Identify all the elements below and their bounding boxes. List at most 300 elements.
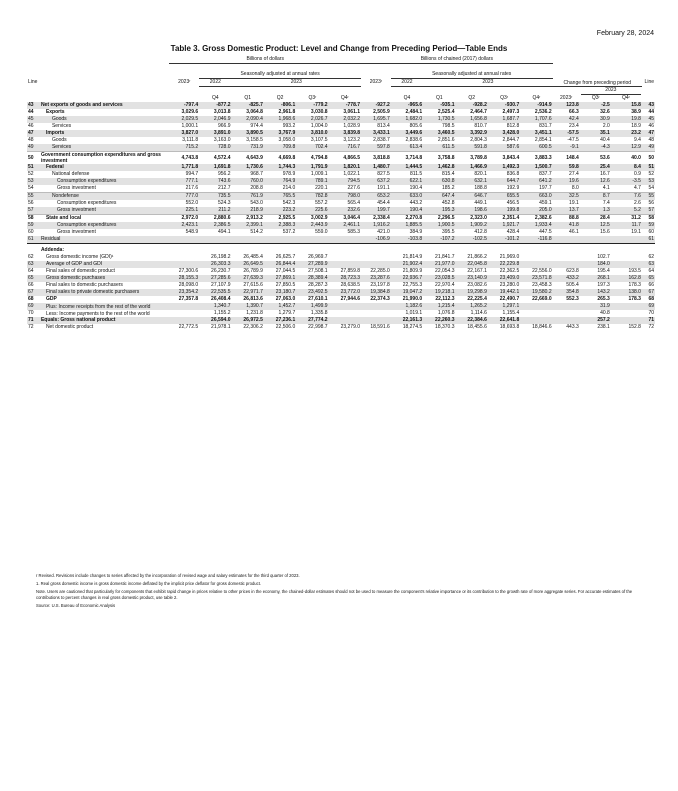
table-cell: 26,230.7 (211, 268, 231, 274)
table-cell: 178.3 (628, 282, 641, 288)
line-number-right: 69 (642, 303, 655, 310)
table-row (27, 164, 655, 171)
table-cell: 3,789.8 (470, 154, 487, 161)
table-cell: 227.6 (347, 185, 361, 191)
header-sa-current: Seasonally adjusted at annual rates (199, 64, 361, 79)
table-title: Table 3. Gross Domestic Product: Level and Change from Preceding Period—Table Ends (170, 44, 508, 53)
table-cell: 1,480.7 (361, 164, 391, 171)
table-row (27, 275, 655, 282)
table-cell: 2,323.0 (470, 215, 487, 221)
table-cell: -877.2 (199, 102, 231, 109)
table-cell: 23,571.8 (520, 275, 552, 282)
table-row (27, 185, 655, 193)
table-cell: 591.8 (456, 144, 488, 152)
table-cell: 2,464.7 (470, 109, 487, 115)
table-cell (264, 236, 296, 244)
table-cell: 27,289.9 (296, 261, 328, 268)
table-cell: 23,354.2 (169, 289, 199, 296)
line-number-right: 53 (642, 178, 655, 185)
table-cell: -930.7 (488, 102, 520, 109)
table-cell: 3,451.1 (520, 130, 552, 137)
table-cell (611, 254, 642, 261)
header-q3-chained: Q3ʳ (500, 95, 508, 101)
line-number: 50 (28, 154, 34, 161)
table-cell: 622.1 (391, 178, 423, 185)
table-cell: 2,880.6 (213, 215, 231, 221)
table-cell: 789.1 (296, 178, 328, 185)
table-cell: 190.4 (409, 185, 423, 191)
table-cell: 2,461.1 (329, 222, 361, 229)
table-cell: 765.5 (264, 193, 296, 201)
line-number: 51 (27, 164, 40, 171)
table-row (27, 215, 655, 223)
table-cell: 22,506.0 (275, 324, 296, 330)
table-cell: 514.2 (250, 229, 263, 235)
table-cell: 22,772.5 (178, 324, 199, 330)
table-cell: -116.8 (520, 236, 552, 244)
header-row-sa (27, 64, 655, 79)
table-cell: 40.4 (600, 137, 610, 143)
table-cell: 1,000.1 (181, 123, 199, 129)
table-cell (169, 303, 199, 310)
table-cell: 27,610.1 (308, 296, 328, 302)
row-label: State and local (45, 215, 82, 221)
table-cell: 3,810.0 (296, 130, 328, 137)
table-cell: 27,357.8 (178, 296, 199, 302)
table-cell: 456.5 (506, 200, 520, 206)
table-cell: 2,854.1 (534, 137, 552, 143)
table-cell: 22,285.0 (370, 268, 390, 274)
table-cell: 18,274.5 (402, 324, 423, 330)
table-cell: 2,090.4 (232, 116, 264, 123)
table-cell: 552.0 (185, 200, 199, 206)
table-cell: 443.2 (409, 200, 423, 206)
table-cell: 715.2 (169, 144, 199, 152)
table-cell: 26,625.7 (275, 254, 296, 260)
table-cell: 3,029.6 (181, 109, 199, 115)
table-cell: -778.7 (329, 102, 361, 109)
table-cell: 26,972.5 (232, 317, 264, 324)
table-cell: 449.1 (474, 200, 487, 206)
table-cell: -965.6 (391, 102, 423, 109)
table-cell: 23,082.6 (467, 282, 487, 288)
line-number-right: 43 (642, 102, 655, 109)
table-cell (580, 236, 611, 244)
table-cell (611, 236, 642, 244)
table-row (27, 254, 655, 261)
line-number: 45 (27, 116, 40, 123)
table-cell: 26,649.5 (232, 261, 264, 268)
line-number-right: 62 (648, 254, 654, 260)
table-cell: 22,998.7 (308, 324, 328, 330)
table-cell: 3,013.8 (213, 109, 231, 115)
table-row (27, 207, 655, 215)
table-cell: 28,287.3 (308, 282, 328, 288)
header-change-2023r: 2023ʳ (560, 95, 573, 101)
table-cell: 21,902.4 (391, 261, 423, 268)
header-billions: Billions of dollars (169, 56, 361, 64)
table-cell: 26,408.4 (211, 296, 231, 302)
table-cell: 764.9 (264, 178, 296, 185)
line-number: 59 (27, 222, 40, 229)
table-cell: 459.1 (539, 200, 552, 206)
table-cell: 1,004.0 (310, 123, 328, 129)
table-cell: 4,643.9 (246, 154, 263, 161)
header-2022-chained: 2022 (391, 79, 423, 87)
table-cell: 223.2 (264, 207, 296, 215)
table-cell: 28,723.3 (329, 275, 361, 282)
table-cell: 16.7 (600, 171, 610, 177)
table-cell: 232.6 (329, 207, 361, 215)
table-cell: 760.0 (232, 178, 264, 185)
table-cell: 735.5 (199, 193, 231, 201)
table-cell: 623.8 (566, 268, 579, 274)
table-cell: 3,061.1 (343, 109, 361, 115)
table-cell: 23.2 (611, 130, 642, 137)
table-cell: 4.7 (634, 185, 641, 191)
table-cell: 777.0 (169, 193, 199, 201)
table-cell: 542.3 (282, 200, 296, 206)
table-cell: 3,449.6 (391, 130, 423, 137)
row-label: Services (51, 123, 72, 129)
table-cell (553, 236, 580, 244)
gdp-table (27, 56, 655, 331)
table-cell: 23,409.0 (488, 275, 520, 282)
table-cell: 27,869.1 (264, 275, 296, 282)
line-number: 70 (28, 310, 34, 316)
table-cell: 3,064.8 (246, 109, 263, 115)
row-label: Consumption expenditures (40, 222, 169, 229)
table-cell: 18,455.6 (467, 324, 487, 330)
table-cell (329, 254, 361, 261)
table-cell: 32.5 (553, 193, 580, 201)
table-cell: 3,433.1 (361, 130, 391, 137)
table-cell: 1,335.8 (310, 310, 328, 316)
table-cell: 782.8 (296, 193, 328, 201)
table-cell: 28.4 (600, 215, 610, 221)
table-cell: 2,925.5 (278, 215, 296, 221)
table-cell: 1,916.2 (361, 222, 391, 229)
table-cell (553, 254, 580, 261)
table-cell: 225.6 (296, 207, 328, 215)
line-number: 56 (28, 200, 34, 206)
table-cell: 597.8 (361, 144, 391, 152)
table-cell: 663.0 (520, 193, 552, 201)
table-cell: 537.2 (282, 229, 296, 235)
table-cell: 12.9 (611, 144, 642, 152)
line-number-right: 45 (642, 116, 655, 123)
table-row (27, 303, 655, 310)
table-cell: 1,265.2 (456, 303, 488, 310)
table-cell: 268.1 (580, 275, 611, 282)
table-cell: 600.5 (520, 144, 552, 152)
table-cell: 53.6 (600, 154, 610, 161)
header-2023r-chained: 2023ʳ (369, 78, 383, 85)
table-cell: 836.8 (506, 171, 520, 177)
table-cell (553, 261, 580, 268)
header-q4-chained: Q4ʳ (532, 95, 541, 101)
header-q4-2022-current: Q4 (212, 95, 219, 101)
table-cell: 22,229.8 (488, 261, 520, 268)
table-cell: 633.0 (391, 193, 423, 201)
table-cell: 2,972.0 (181, 215, 199, 221)
table-cell (199, 236, 231, 244)
header-2023r-current: 2023ʳ (178, 78, 191, 85)
table-cell: 1,009.1 (310, 171, 328, 177)
row-label: Residual (40, 236, 169, 244)
table-cell: 238.1 (597, 324, 610, 330)
table-cell: 2,270.8 (405, 215, 423, 221)
table-cell (232, 236, 264, 244)
table-cell (169, 254, 199, 261)
line-number-right: 48 (648, 137, 654, 143)
table-cell: 2,382.6 (534, 215, 552, 221)
table-cell: 19,047.2 (391, 289, 423, 296)
table-cell: 3,030.8 (310, 109, 328, 115)
table-row (27, 200, 655, 207)
table-cell: 22,971.7 (232, 289, 264, 296)
table-cell: 23,197.8 (370, 282, 390, 288)
table-cell: 22,054.3 (435, 268, 455, 274)
row-label: Gross investment (56, 185, 96, 191)
table-cell: 3,158.5 (246, 137, 263, 143)
table-cell: 644.7 (488, 178, 520, 185)
table-cell: -806.1 (264, 102, 296, 109)
table-cell: 827.5 (377, 171, 390, 177)
table-row (27, 296, 655, 303)
line-number: 52 (28, 171, 34, 177)
table-cell: 9.4 (634, 137, 641, 143)
table-cell: 653.2 (361, 193, 391, 201)
table-cell: 1,492.3 (488, 164, 520, 171)
line-number-right: 47 (642, 130, 655, 137)
table-cell: -935.1 (423, 102, 455, 109)
table-cell: 22,260.3 (423, 317, 455, 324)
table-cell: 193.5 (628, 268, 641, 274)
table-cell: 23,492.5 (296, 289, 328, 296)
table-cell: 26,198.2 (211, 254, 231, 260)
header-line-right: Line (644, 79, 654, 86)
line-number-right: 50 (648, 154, 654, 161)
line-number: 68 (28, 296, 34, 302)
table-cell: 2,338.4 (373, 215, 390, 221)
table-cell: 3,107.5 (310, 137, 328, 143)
table-cell: 447.5 (539, 229, 552, 235)
table-cell: 2,443.9 (296, 222, 328, 229)
table-cell (520, 254, 552, 261)
table-cell: 38.9 (631, 109, 641, 115)
table-cell: 543.0 (250, 200, 263, 206)
row-label: Equals: Gross national product (40, 317, 169, 324)
table-cell: 208.8 (250, 185, 263, 191)
table-cell: 524.3 (218, 200, 231, 206)
header-q1-current: Q1 (244, 95, 252, 101)
footnote-source: Source: U.S. Bureau of Economic Analysis (36, 603, 116, 608)
table-cell: 27,063.0 (275, 296, 296, 302)
table-cell (611, 310, 642, 317)
table-cell: 19.1 (569, 200, 579, 206)
table-cell: 2,026.7 (296, 116, 328, 123)
table-cell: 731.9 (232, 144, 264, 152)
table-cell: 138.0 (611, 289, 642, 296)
line-number-right: 72 (648, 324, 654, 330)
table-cell: 22,161.3 (391, 317, 423, 324)
table-cell: 3,767.9 (264, 130, 296, 137)
header-q1-chained: Q1 (436, 95, 443, 101)
table-cell: 2,838.7 (373, 137, 390, 143)
table-cell: 3,883.3 (534, 154, 552, 161)
row-label: Gross domestic income (GDI)¹ (45, 254, 114, 260)
table-cell: 102.7 (597, 254, 610, 260)
table-cell: 192.9 (506, 185, 520, 191)
table-cell: 3,818.8 (373, 154, 390, 161)
table-cell: 1,933.4 (520, 222, 552, 229)
line-number: 72 (28, 324, 34, 330)
row-label: Net domestic product (45, 324, 94, 330)
table-cell: 195.4 (597, 268, 610, 274)
table-cell: -102.5 (456, 236, 488, 244)
line-number-right: 71 (642, 317, 655, 324)
table-cell: 810.7 (474, 123, 487, 129)
table-cell: -927.2 (361, 102, 391, 109)
table-cell: 23,279.0 (340, 324, 361, 330)
table-cell: 59.8 (553, 164, 580, 171)
table-cell: 27,107.9 (211, 282, 231, 288)
table-cell: 966.9 (218, 123, 231, 129)
table-cell: 19.6 (553, 178, 580, 185)
table-cell: 1,687.7 (488, 116, 520, 123)
table-cell: 26,844.4 (264, 261, 296, 268)
table-cell: 199.7 (361, 207, 391, 215)
table-cell: 23.4 (569, 123, 579, 129)
row-label: Consumption expenditures (40, 178, 169, 185)
table-cell: 195.3 (423, 207, 455, 215)
table-row (27, 229, 655, 236)
table-cell: 23,180.7 (264, 289, 296, 296)
table-cell (329, 317, 361, 324)
footnote-1: 1. Real gross domestic income is gross domestic income deflated by the implicit price deflator for gross domestic product. (36, 581, 262, 586)
line-number-right: 61 (642, 236, 655, 244)
table-cell: 27.4 (569, 171, 579, 177)
table-cell: 148.4 (566, 154, 579, 161)
header-row-units (27, 56, 655, 64)
table-cell: 2,505.9 (373, 109, 390, 115)
table-cell: 565.4 (347, 200, 361, 206)
line-number: 47 (27, 130, 40, 137)
header-change: Change from preceding period (553, 64, 642, 87)
line-number: 71 (27, 317, 40, 324)
table-cell: 214.0 (282, 185, 296, 191)
table-cell: 2,029.5 (169, 116, 199, 123)
table-cell: 4,743.8 (181, 154, 199, 161)
table-cell: 27,615.6 (243, 282, 263, 288)
table-cell: 443.3 (566, 324, 579, 330)
table-cell: 709.8 (264, 144, 296, 152)
table-cell: 1,076.8 (437, 310, 455, 316)
footnote-note: Note. Users are cautioned that particularly for components that exhibit rapid change in prices relative to other prices in the economy, the chained-dollar estimates should not be used to measure the component's relative importance or its contribution to the growth rate of more aggregate series. For accurate estimates of the contributions to percent changes in real gross domestic product, use table 2. (36, 589, 633, 600)
table-cell: 384.9 (409, 229, 423, 235)
table-cell: 1,114.6 (470, 310, 487, 316)
table-cell: 19,580.2 (520, 289, 552, 296)
table-cell: 8.7 (580, 193, 611, 201)
table-row (27, 310, 655, 317)
table-cell: 552.3 (566, 296, 579, 302)
table-cell: 217.6 (185, 185, 199, 191)
table-cell: 152.8 (628, 324, 641, 330)
header-q2-current: Q2 (276, 95, 284, 101)
table-cell: 27,285.6 (199, 275, 231, 282)
table-cell: 21,814.9 (402, 254, 423, 260)
table-cell: 728.0 (199, 144, 231, 152)
table-cell: 19,384.8 (361, 289, 391, 296)
table-cell: 454.4 (377, 200, 390, 206)
table-cell: 2,844.7 (502, 137, 520, 143)
table-cell (296, 236, 328, 244)
table-cell: 4.1 (602, 185, 610, 191)
table-cell: 743.6 (199, 178, 231, 185)
table-cell: 18,693.8 (499, 324, 520, 330)
table-cell: 211.2 (199, 207, 231, 215)
table-cell: 22,970.4 (435, 282, 455, 288)
table-cell: 19.8 (611, 116, 642, 123)
table-cell: -2.5 (580, 102, 611, 109)
line-number-right: 49 (642, 144, 655, 152)
table-cell: 30.9 (580, 116, 611, 123)
table-cell: 21,866.2 (467, 254, 487, 260)
header-row-quarters (27, 87, 655, 103)
table-cell: 2,525.4 (437, 109, 455, 115)
table-cell: 805.6 (409, 123, 423, 129)
table-cell: 28,638.5 (340, 282, 361, 288)
table-cell (520, 310, 552, 317)
table-cell: 197.7 (539, 185, 552, 191)
table-cell: 655.5 (488, 193, 520, 201)
table-cell: 494.1 (218, 229, 231, 235)
table-cell (520, 261, 552, 268)
line-number: 49 (27, 144, 40, 152)
table-cell: 1,656.8 (456, 116, 488, 123)
table-cell: 702.4 (296, 144, 328, 152)
table-cell: 1,444.5 (391, 164, 423, 171)
table-cell: 3,839.8 (329, 130, 361, 137)
table-cell: 21,977.0 (423, 261, 455, 268)
table-cell: 3,890.5 (232, 130, 264, 137)
table-cell: 1,297.1 (488, 303, 520, 310)
table-cell: 1,028.9 (343, 123, 361, 129)
table-cell: 27,300.6 (178, 268, 199, 274)
table-cell: 2,032.2 (329, 116, 361, 123)
table-cell: 3,428.0 (488, 130, 520, 137)
line-number: 69 (27, 303, 40, 310)
table-cell: 1,500.7 (520, 164, 552, 171)
table-cell: 1,968.6 (264, 116, 296, 123)
table-row (27, 116, 655, 123)
line-number: 64 (28, 268, 34, 274)
table-cell: 2.0 (602, 123, 610, 129)
line-number: 53 (27, 178, 40, 185)
line-number-right: 58 (648, 215, 654, 221)
table-cell (329, 236, 361, 244)
table-cell: 2,497.3 (502, 109, 520, 115)
table-cell (361, 261, 391, 268)
table-cell: -101.2 (488, 236, 520, 244)
table-cell: 646.7 (456, 193, 488, 201)
table-cell: 32.6 (600, 109, 610, 115)
row-label: Exports (45, 109, 65, 115)
line-number: 58 (28, 215, 34, 221)
line-number-right: 54 (648, 185, 654, 191)
table-cell: 11.7 (611, 222, 642, 229)
